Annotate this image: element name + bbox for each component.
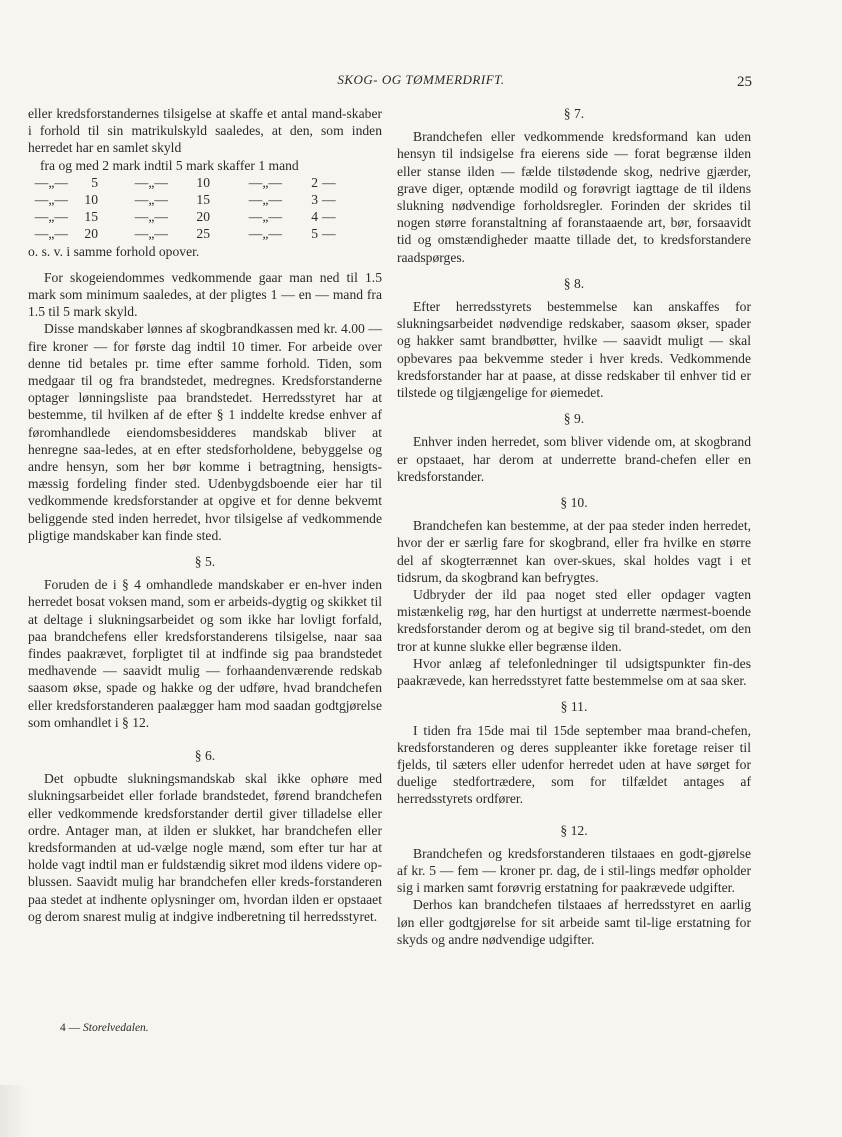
section-6-text: Det opbudte slukningsmandskab skal ikke ophøre med slukningsarbeidet eller forlade brandstedet, førend brandchefen eller vedkommende kredsforstander dertil giver tilladelse eller ordre. Antager man, at ilden er slukket, har brandchefen eller kredsformanden at ud-vælge nogle mænd, som efter tur har at holde vagt indtil man er fuldstændig sikret mod ildens videre op-blussen. Saavidt mulig har brandchefen eller kreds-forstanderen paa stedet at indhente oplysninger om, hvordan ilden er opstaaet og derom snarest mulig at indgive indberetning til herredsstyret. [28, 771, 382, 924]
printer-signature [60, 1022, 149, 1034]
scale-cell: —„— [34, 174, 68, 190]
scale-cell: —„— [134, 209, 168, 225]
section-5-text: Foruden de i § 4 omhandlede mandskaber er en-hver inden herredet bosat voksen mand, som er arbeids-dygtig og skikket til at deltage i slukningsarbeidet og som ikke har lovligt forfald, paa brandchefens eller kredsforstanderens tilsigelse, naar saa findes paakrævet, forpligtet til at indfinde sig paa brandstedet medhavende — saavidt mulig — forhaandenværende redskab saasom økse, spade og hakke og der udføre, hvad brandchefen eller kredsforstanderen paalægger ham mod saadan godtgjørelse som omhandlet i § 12. [28, 577, 382, 730]
scale-cell: —„— [248, 192, 282, 207]
scale-end-line: o. s. v. i samme forhold opover. [28, 243, 200, 259]
scale-cell: 15 [84, 209, 98, 225]
section-10-text-c: Hvor anlæg af telefonledninger til udsigtspunkter fin-des paakrævede, kan herredsstyret fatte bestemmelse om at saa sker. [397, 655, 751, 689]
intro-paragraph: eller kredsforstandernes tilsigelse at skaffe et antal mand-skaber i forhold til sin matrikulskyld saaledes, at den, som inden herredet har en samlet skyld [28, 106, 382, 156]
section-heading-7: § 7. [563, 106, 585, 121]
scale-cell: — [322, 226, 336, 242]
page-number: 25 [737, 74, 752, 90]
signature-name: Storelvedalen. [83, 1022, 149, 1034]
section-heading-12: § 12. [560, 822, 588, 838]
scale-cell: — [322, 174, 336, 190]
scale-cell: —„— [248, 209, 282, 225]
section-9-text: Enhver inden herredet, som bliver vidende om, at skogbrand er opstaaet, har derom at underrette brand-chefen eller en kredsforstander. [397, 434, 751, 484]
scale-cell: 20 [84, 226, 98, 242]
running-header [0, 72, 842, 92]
section-heading-6: § 6. [194, 748, 216, 764]
section-10-text-b: Udbryder der ild paa noget sted eller opdager vagten mistænkelig røg, har den hurtigst at underrette nærmest-boende kredsforstander derom og at begive sig til brand-stedet, om den tror at kunne slukke eller begrænse ilden. [397, 587, 751, 654]
scale-cell: 3 [311, 192, 318, 207]
scale-first-line: fra og med 2 mark indtil 5 mark skaffer 1 mand [40, 157, 299, 173]
scale-cell: —„— [134, 192, 168, 207]
section-heading-8: § 8. [563, 275, 585, 291]
section-11-text: I tiden fra 15de mai til 15de september maa brand-chefen, kredsforstanderen og deres suppleanter ikke foretage reiser til fjelds, til sæters eller udenfor herredet uden at have sørget for duelige stedfortrædere, som for tilfældet antages af herredsstyrets ordfører. [397, 722, 751, 807]
section-7-text: Brandchefen eller vedkommende kredsformand kan uden hensyn til indsigelse fra eierens side — forat begrænse ilden eller stanse ilden — fælde tilstødende skog, nedrive gjærder, grave diger, optænde modild og forøvrigt iagttage de til ildens slukning nødvendige forholdsregler. Forinden der skrides til nogen større foranstaltning af foranstaaende art, bør, forsaavidt tid og omstændigheder maatte tillade det, to kredsforstandere raadspørges. [397, 129, 751, 265]
section-12-text-a: Brandchefen og kredsforstanderen tilstaaes en godt-gjørelse af kr. 5 — fem — kroner pr. dag, de i stil-lings medfør opholder sig i marken samt forøvrig erstatning for paakrævede udgifter. [397, 845, 751, 896]
right-column [397, 105, 751, 948]
scale-cell: —„— [134, 226, 168, 242]
running-title: SKOG- OG TØMMERDRIFT. [337, 72, 505, 87]
section-8-text: Efter herredsstyrets bestemmelse kan anskaffes for slukningsarbeidet nødvendige redskaber, saasom økser, spader og hakker samt brandbøtter, hvilke — saavidt muligt — skal opbevares paa bekvemme steder i hver kreds. Vedkommende kredsforstander har at paase, at disse redskaber til enhver tid er tilstede og tilgjængelige for øiemedet. [397, 299, 751, 401]
scale-cell: —„— [34, 226, 68, 242]
scale-cell: —„— [248, 174, 282, 190]
scale-cell: —„— [34, 192, 68, 207]
section-heading-9: § 9. [563, 411, 585, 427]
page-edge-shadow [0, 1085, 28, 1137]
scale-cell: 25 [196, 226, 210, 242]
forest-paragraph: For skogeiendommes vedkommende gaar man ned til 1.5 mark som minimum saaledes, at der pligtes 1 — en — mand fra 1.5 til 5 mark skyld. [28, 269, 382, 320]
signature-mark: 4 — [60, 1022, 81, 1034]
left-column [28, 105, 382, 925]
scale-cell: —„— [134, 174, 168, 190]
scale-row [28, 225, 382, 242]
scale-cell: 4 [311, 209, 318, 225]
scale-row [28, 191, 382, 208]
scale-cell: 2 [311, 174, 318, 190]
scale-cell: 10 [196, 174, 210, 190]
section-10-text-a: Brandchefen kan bestemme, at der paa steder inden herredet, hvor der er særlig fare for skogbrand, eller fra hvilke en større del af skogterrænnet kan over-skues, skal holdes vagt i et tidsrum, da skogbrand kan befrygtes. [397, 518, 751, 585]
section-heading-10: § 10. [560, 495, 588, 511]
scale-table [28, 174, 382, 243]
scale-cell: —„— [34, 209, 68, 225]
section-12-text-b: Derhos kan brandchefen tilstaaes af herredsstyret en aarlig løn eller godtgjørelse for sit arbeide samt til-lige erstatning for skyds og andre nødvendige udgifter. [397, 897, 751, 947]
scale-cell: 5 [311, 226, 318, 242]
scale-row [28, 208, 382, 225]
section-heading-5: § 5. [194, 554, 216, 570]
scale-cell: — [322, 209, 336, 225]
scale-row [28, 174, 382, 191]
scale-cell: 10 [84, 192, 98, 207]
section-heading-11: § 11. [560, 699, 588, 715]
scale-cell: — [322, 192, 336, 207]
scale-cell: 5 [91, 174, 98, 190]
scale-cell: 20 [196, 209, 210, 225]
wage-paragraph: Disse mandskaber lønnes af skogbrandkassen med kr. 4.00 — fire kroner — for første dag indtil 10 timer. For arbeide over denne tid betales pr. time efter samme forhold. Tiden, som medgaar til og fra brandstedet, medregnes. Kredsforstanderne optager lønningsliste paa brandstedet. Herredsstyret har at bestemme, til hvilken af de efter § 1 inddelte kredse enhver af føromhandlede eiendomsbesidderes mandskab bliver at henregne saa-ledes, at en efter stedsforholdene, bebyggelse og andre hensyn, som her bør komme i betragtning, hensigts-mæssig fordeling finder sted. Udenbygdsboende eier har til vedkommende kredsforstander at opgive et for denne bekvemt beliggende sted inden herredet, hvor tilsigelse af vedkommende pligtige mandskaber kan finde sted. [28, 321, 382, 543]
scale-cell: 15 [196, 192, 210, 207]
scale-cell: —„— [248, 226, 282, 242]
